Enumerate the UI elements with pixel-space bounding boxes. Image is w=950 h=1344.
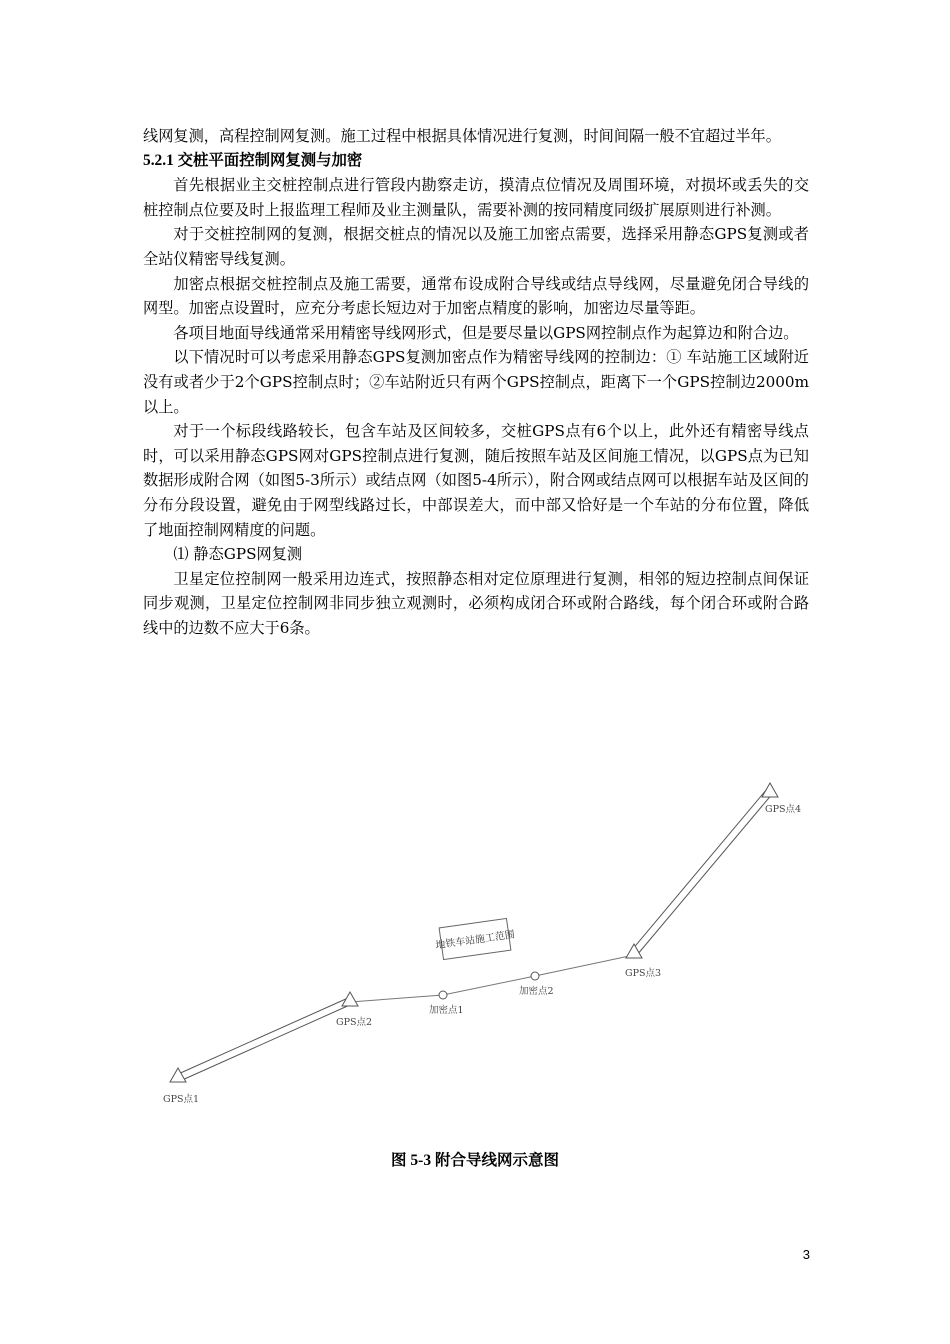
paragraph: 各项目地面导线通常采用精密导线网形式，但是要尽量以GPS网控制点作为起算边和附合边。 bbox=[173, 323, 799, 342]
gps-point-3-marker bbox=[626, 944, 642, 958]
figure-caption: 图 5-3 附合导线网示意图 bbox=[391, 1152, 559, 1169]
list-item-heading: ⑴ 静态GPS网复测 bbox=[173, 545, 303, 564]
station-area bbox=[433, 918, 517, 961]
densify-point-1-label: 加密点1 bbox=[429, 1005, 464, 1016]
densify-point-1-marker bbox=[439, 991, 447, 999]
paragraph: 对于交桩控制网的复测，根据交桩点的情况以及施工加密点需要，选择采用静态GPS复测或者全站仪精密导线复测。 bbox=[143, 225, 809, 268]
densify-point-2-marker bbox=[531, 972, 539, 980]
paragraph-continuation: 线网复测，高程控制网复测。施工过程中根据具体情况进行复测，时间间隔一般不宜超过半年。 bbox=[143, 127, 781, 145]
densify-point-2-label: 加密点2 bbox=[519, 986, 554, 997]
gps-point-3-label: GPS点3 bbox=[625, 968, 662, 979]
gps-point-2-label: GPS点2 bbox=[336, 1017, 373, 1028]
page-number: 3 bbox=[802, 1247, 810, 1262]
gps-point-2-marker bbox=[342, 992, 358, 1006]
traverse-network-diagram bbox=[143, 775, 823, 1120]
paragraph: 首先根据业主交桩控制点进行管段内勘察走访，摸清点位情况及周围环境，对损坏或丢失的交桩控制点位要及时上报监理工程师及业主测量队，需要补测的按同精度同级扩展原则进行补测。 bbox=[143, 176, 809, 219]
station-area-label: 地铁车站施工范围 bbox=[434, 929, 516, 952]
gps-point-1-label: GPS点1 bbox=[163, 1094, 200, 1105]
paragraph: 以下情况时可以考虑采用静态GPS复测加密点作为精密导线网的控制边：① 车站施工区域附近没有或者少于2个GPS控制点时；②车站附近只有两个GPS控制点，距离下一个GPS控制边2000m以上。 bbox=[143, 348, 809, 416]
paragraph: 加密点根据交桩控制点及施工需要，通常布设成附合导线或结点导线网，尽量避免闭合导线的网型。加密点设置时，应充分考虑长短边对于加密点精度的影响，加密边尽量等距。 bbox=[143, 274, 809, 318]
body-text bbox=[143, 124, 809, 640]
gps-baseline-3-4 bbox=[631, 789, 773, 955]
paragraph: 卫星定位控制网一般采用边连式，按照静态相对定位原理进行复测，相邻的短边控制点间保证同步观测，卫星定位控制网非同步独立观测时，必须构成闭合环或附合路线，每个闭合环或附合路线中的边数不应大于6条。 bbox=[143, 569, 809, 637]
gps-point-1-marker bbox=[170, 1068, 186, 1082]
gps-point-4-marker bbox=[762, 783, 778, 797]
section-heading: 5.2.1 交桩平面控制网复测与加密 bbox=[143, 151, 363, 169]
gps-baseline-1-2 bbox=[176, 998, 352, 1081]
gps-point-4-label: GPS点4 bbox=[765, 804, 802, 815]
paragraph: 对于一个标段线路较长，包含车站及区间较多，交桩GPS点有6个以上，此外还有精密导线点时，可以采用静态GPS网对GPS控制点进行复测，随后按照车站及区间施工情况，以GPS点为已知数据形成附合网（如图5-3所示）或结点网（如图5-4所示），附合网或结点网可以根据车站及区间的分布分段设置，避免由于网型线路过长，中部误差大，而中部又恰好是一个车站的分布位置，降低了地面控制网精度的问题。 bbox=[143, 422, 809, 539]
traverse-line bbox=[350, 955, 634, 1002]
